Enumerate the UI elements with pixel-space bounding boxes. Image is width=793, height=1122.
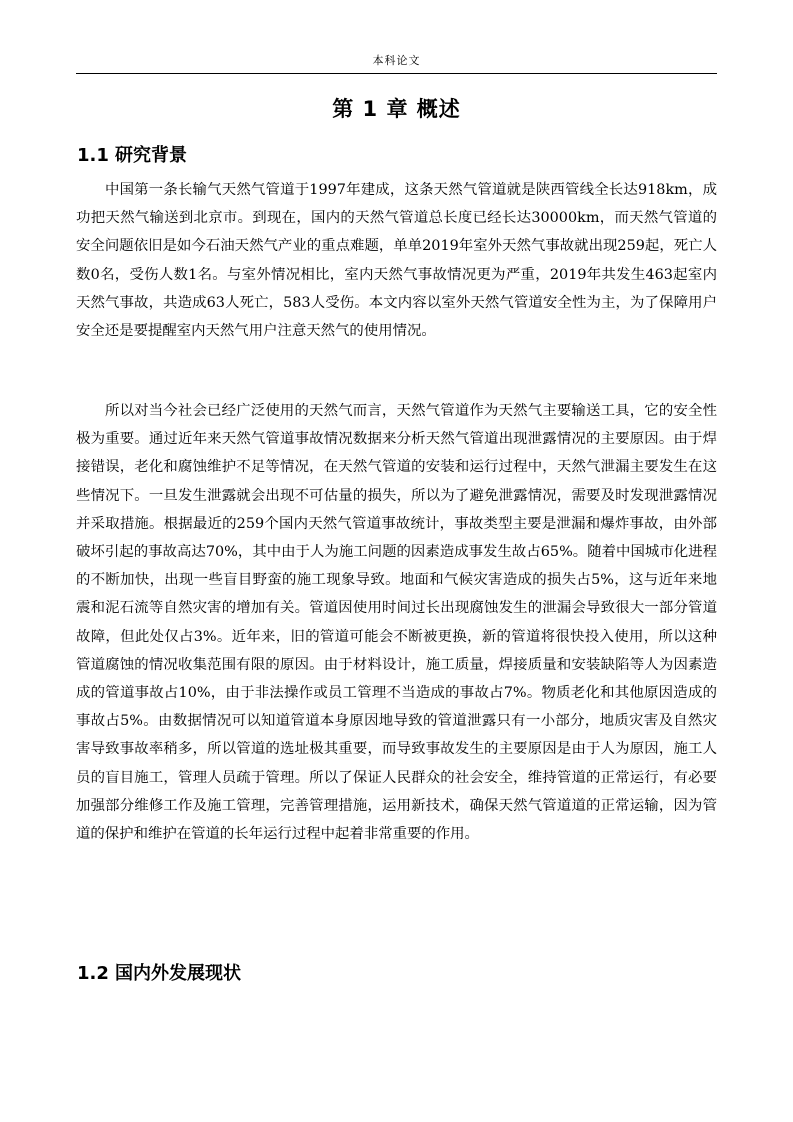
- section-title: 国内外发展现状: [115, 963, 241, 984]
- running-header: 本科论文: [372, 54, 421, 67]
- section-title: 研究背景: [115, 145, 187, 166]
- body-paragraph: 中国第一条长输气天然气管道于1997年建成，这条天然气管道就是陕西管线全长达918km，成功把天然气输送到北京市。到现在，国内的天然气管道总长度已经长达30000km，而天然气管道的安全问题依旧是如今石油天然气产业的重点难题，单单2019年室外天然气事故就出现259起，死亡人数0名，受伤人数1名。与室外情况相比，室内天然气事故情况更为严重，2019年共发生463起室内天然气事故，共造成63人死亡，583人受伤。本文内容以室外天然气管道安全性为主，为了保障用户安全还是要提醒室内天然气用户注意天然气的使用情况。: [76, 182, 717, 340]
- chapter-title: 第 1 章 概述: [332, 97, 461, 121]
- body-paragraph: 所以对当今社会已经广泛使用的天然气而言，天然气管道作为天然气主要输送工具，它的安全性极为重要。通过近年来天然气管道事故情况数据来分析天然气管道出现泄露情况的主要原因。由于焊接错误，老化和腐蚀维护不足等情况，在天然气管道的安装和运行过程中，天然气泄漏主要发生在这些情况下。一旦发生泄露就会出现不可估量的损失，所以为了避免泄露情况，需要及时发现泄露情况并采取措施。根据最近的259个国内天然气管道事故统计，事故类型主要是泄漏和爆炸事故，由外部破坏引起的事故高达70%，其中由于人为施工问题的因素造成事发生故占65%。随着中国城市化进程的不断加快，出现一些盲目野蛮的施工现象导致。地面和气候灾害造成的损失占5%，这与近年来地震和泥石流等自然灾害的增加有关。管道因使用时间过长出现腐蚀发生的泄漏会导致很大一部分管道故障，但此处仅占3%。近年来，旧的管道可能会不断被更换，新的管道将很快投入使用，所以这种管道腐蚀的情况收集范围有限的原因。由于材料设计，施工质量，焊接质量和安装缺陷等人为因素造成的管道事故占10%，由于非法操作或员工管理不当造成的事故占7%。物质老化和其他原因造成的事故占5%。由数据情况可以知道管道本身原因地导致的管道泄露只有一小部分，地质灾害及自然灾害导致事故率稍多，所以管道的选址极其重要，而导致事故发生的主要原因是由于人为原因，施工人员的盲目施工，管理人员疏于管理。所以了保证人民群众的社会安全，维持管道的正常运行，有必要加强部分维修工作及施工管理，完善管理措施，运用新技术，确保天然气管道道的正常运输，因为管道的保护和维护在管道的长年运行过程中起着非常重要的作用。: [76, 403, 717, 843]
- section-heading-1-1: [77, 143, 717, 169]
- section-number: 1.2: [77, 963, 109, 984]
- section-heading-1-2: [77, 961, 717, 987]
- header-divider: [76, 73, 717, 74]
- section-number: 1.1: [77, 145, 109, 166]
